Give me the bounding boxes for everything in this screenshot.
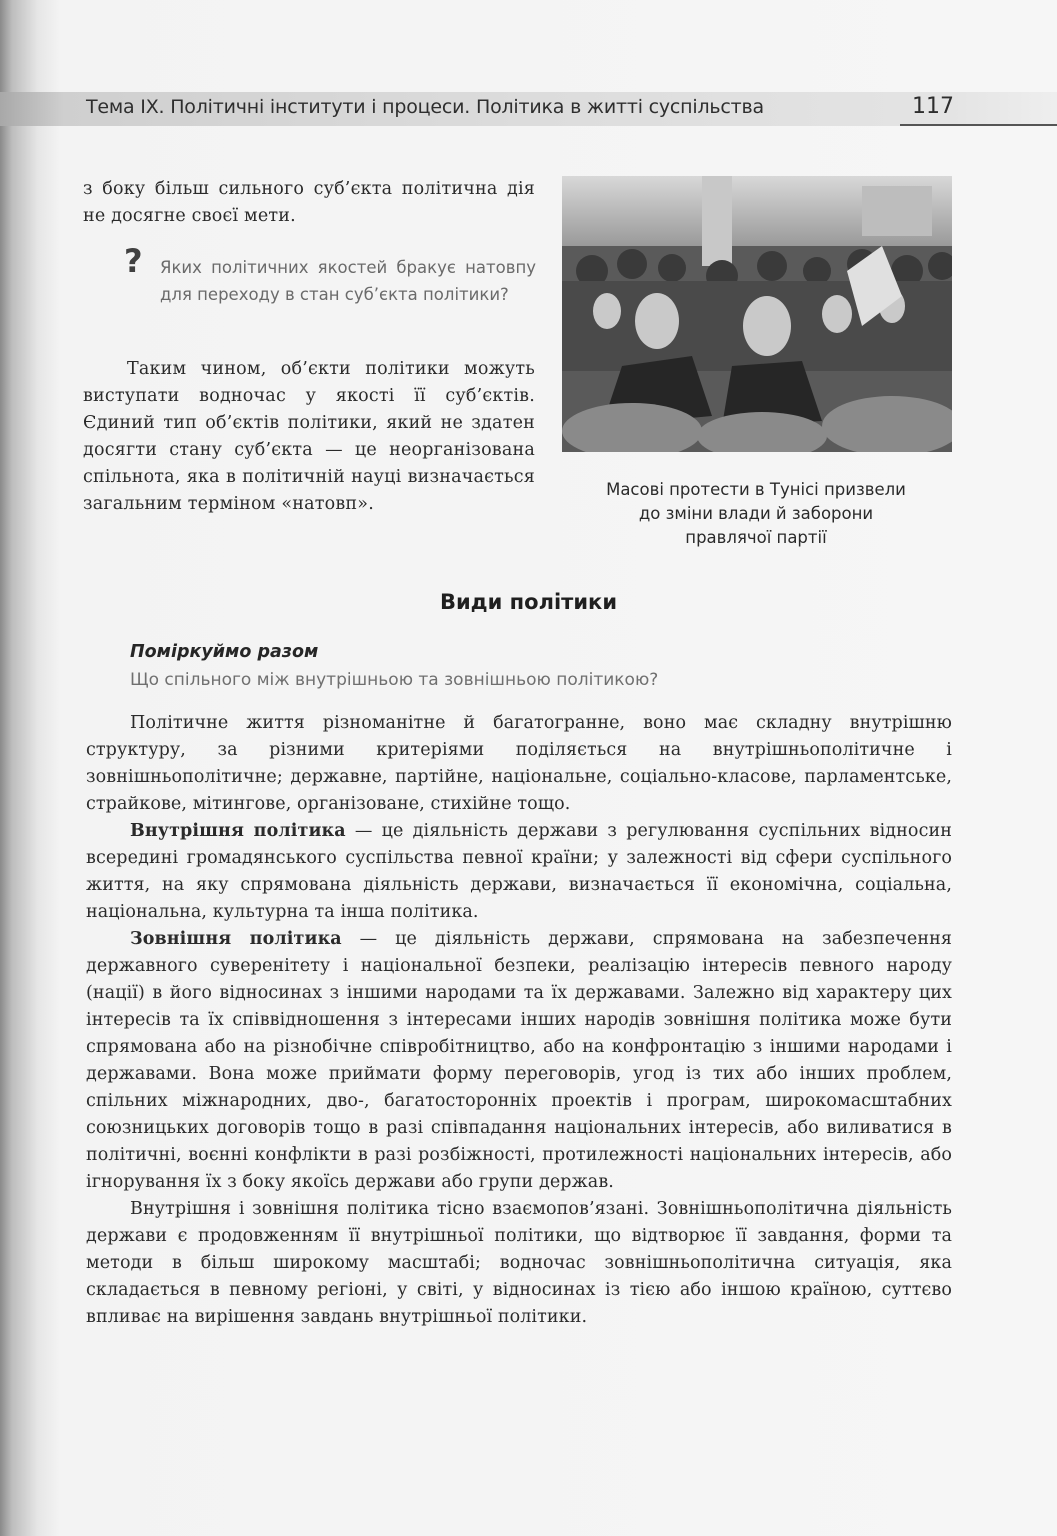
section-title: Види політики <box>439 590 618 614</box>
think-together-question: Що спільного між внутрішньою та зовнішньою політикою? <box>130 670 659 690</box>
page-number: 117 <box>912 94 954 119</box>
paragraph-political-life: Політичне життя різноманітне й багатогранне, воно має складну внутрішню структуру, за різними критеріями поділяється на внутрішньополітичне і зовнішньополітичне; державне, партійне, національне, соціально-класове, парламентське, страйкове, мітингове, організоване, стихійне тощо. <box>86 713 952 814</box>
definition-foreign-policy: — це діяльність держави, спрямована на забезпечення державного суверенітету і національної безпеки, реалізацію інтересів певного народу (нації) в його відносинах з іншими народами та їх державами. Залежно від характеру цих інтересів та їх співвідношення з інтересами інших народів зовнішня політика може бути спрямована або на різнобічне співробітництво, або на конфронтацію з іншими народами і державами. Вона може приймати форму переговорів, угод із тих або інших проблем, спільних міжнародних, дво-, багатосторонніх проектів і програм, широкомасштабних союзницьких договорів тощо в разі співпадання національних інтересів, або виливатися в політичні, воєнні конфлікти в разі розбіжності, протилежності національних інтересів, або ігнорування їх з боку якоїсь держави або групи держав. <box>86 929 953 1192</box>
review-question: Яких політичних якостей бракує натовпу для переходу в стан суб’єкта політики? <box>160 258 536 304</box>
photo-caption <box>570 478 942 550</box>
term-foreign-policy: Зовнішня політика <box>130 929 342 949</box>
running-header-title: Тема IX. Політичні інститути і процеси. Політика в житті суспільства <box>86 96 764 118</box>
main-body-text <box>86 710 952 1331</box>
definition-domestic-policy: — це діяльність держави з регулювання суспільних відносин всередині громадянського суспільства певної країни; у залежності від сфери суспільного життя, на яку спрямована діяльність держави, визначається її економічна, соціальна, національна, культурна та інша політика. <box>86 821 952 922</box>
caption-line: Масові протести в Тунісі призвели <box>606 480 906 499</box>
term-domestic-policy: Внутрішня політика <box>130 821 346 841</box>
paragraph-objects-subjects: Таким чином, об’єкти політики можуть виступати водночас у якості її суб’єктів. Єдиний тип об’єктів політики, який не здатен досягти стану суб’єкта — це неорганізована спільнота, яка в політичній науці визначається загальним терміном «натовп». <box>83 359 535 514</box>
protest-photo <box>562 176 952 452</box>
paragraph-foreign-policy <box>86 926 952 1196</box>
caption-line: правлячої партії <box>685 528 827 547</box>
paragraph-interconnection: Внутрішня і зовнішня політика тісно взаємопов’язані. Зовнішньополітична діяльність держави є продовженням її внутрішньої політики, що відтворює її завдання, форми та методи в більш широкому масштабі; водночас зовнішньополітична ситуація, яка складається в певному регіоні, у світі, у відносинах із тією або іншою країною, суттєво впливає на вирішення завдань внутрішньої політики. <box>86 1199 952 1327</box>
think-together-heading: Поміркуймо разом <box>130 642 319 662</box>
protest-photo-image <box>562 176 952 452</box>
question-mark-icon: ? <box>124 242 143 280</box>
paragraph-domestic-policy <box>86 818 952 926</box>
page-number-underline <box>900 124 1057 126</box>
caption-line: до зміни влади й заборони <box>638 504 874 523</box>
intro-text: з боку більш сильного суб’єкта політична дія не досягне своєї мети. <box>83 179 535 226</box>
